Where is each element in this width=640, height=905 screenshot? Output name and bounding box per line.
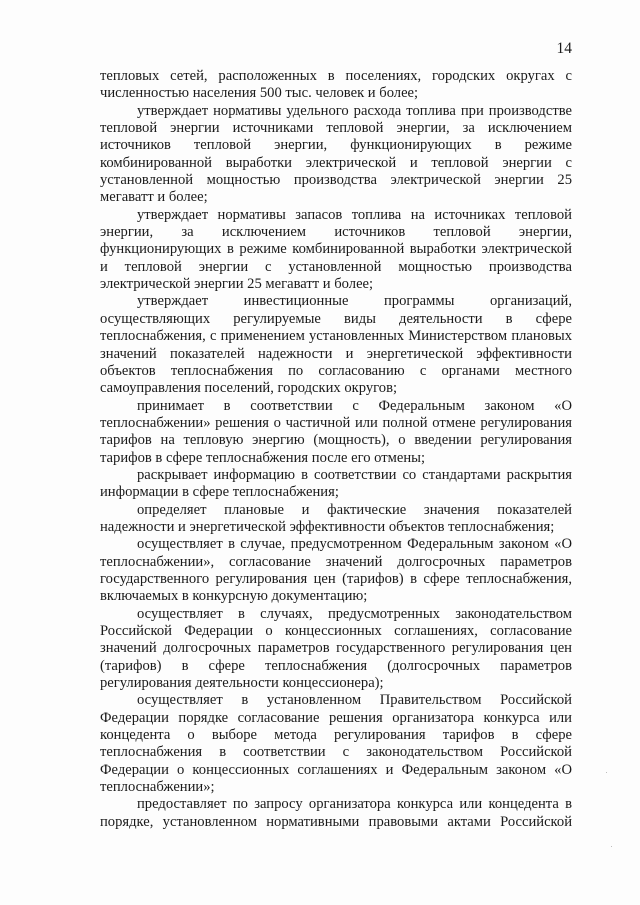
paragraph-7: определяет плановые и фактические значения показателей надежности и энергетической эффективности объектов теплоснабжения;: [100, 501, 572, 535]
paragraph-5: принимает в соответствии с Федеральным законом «О теплоснабжении» решения о частичной или полной отмене регулирования тарифов на тепловую энергию (мощность), о введении регулирования тарифов в сфере теплоснабжения после его отмены;: [100, 397, 572, 466]
paragraph-9: осуществляет в случаях, предусмотренных законодательством Российской Федерации о концессионных соглашениях, согласование значений долгосрочных параметров государственного регулирования цен (тарифов) в сфере теплоснабжения (долгосрочных параметров регулирования деятельности концессионера);: [100, 605, 572, 692]
scan-speck: [606, 772, 607, 773]
paragraph-3: утверждает нормативы запасов топлива на источниках тепловой энергии, за исключением источников тепловой энергии, функционирующих в режиме комбинированной выработки электрической и тепловой энергии с установленной мощностью производства электрической энергии 25 мегаватт и более;: [100, 206, 572, 293]
scan-speck: [611, 846, 612, 847]
paragraph-6: раскрывает информацию в соответствии со стандартами раскрытия информации в сфере теплоснабжения;: [100, 466, 572, 501]
paragraph-8: осуществляет в случае, предусмотренном Федеральным законом «О теплоснабжении», согласование значений долгосрочных параметров государственного регулирования цен (тарифов) в сфере теплоснабжения, включаемых в конкурсную документацию;: [100, 536, 572, 605]
document-body: [100, 68, 572, 831]
paragraph-4: утверждает инвестиционные программы организаций, осуществляющих регулируемые виды деятельности в сфере теплоснабжения, с применением установленных Министерством плановых значений показателей надежности и энергетической эффективности объектов теплоснабжения по согласованию с органами местного самоуправления поселений, городских округов;: [100, 293, 572, 397]
paragraph-1: тепловых сетей, расположенных в поселениях, городских округах с численностью населения 500 тыс. человек и более;: [100, 68, 572, 102]
page-number: 14: [556, 40, 572, 57]
paragraph-11: предоставляет по запросу организатора конкурса или концедента в порядке, установленном нормативными правовыми актами Российской: [100, 796, 572, 830]
paragraph-2: утверждает нормативы удельного расхода топлива при производстве тепловой энергии источниками тепловой энергии, за исключением источников тепловой энергии, функционирующих в режиме комбинированной выработки электрической и тепловой энергии с установленной мощностью производства электрической энергии 25 мегаватт и более;: [100, 102, 572, 206]
paragraph-10: осуществляет в установленном Правительством Российской Федерации порядке согласование решения организатора конкурса или концедента о выборе метода регулирования тарифов в сфере теплоснабжения в соответствии с законодательством Российской Федерации о концессионных соглашениях и Федеральным законом «О теплоснабжении»;: [100, 692, 572, 796]
